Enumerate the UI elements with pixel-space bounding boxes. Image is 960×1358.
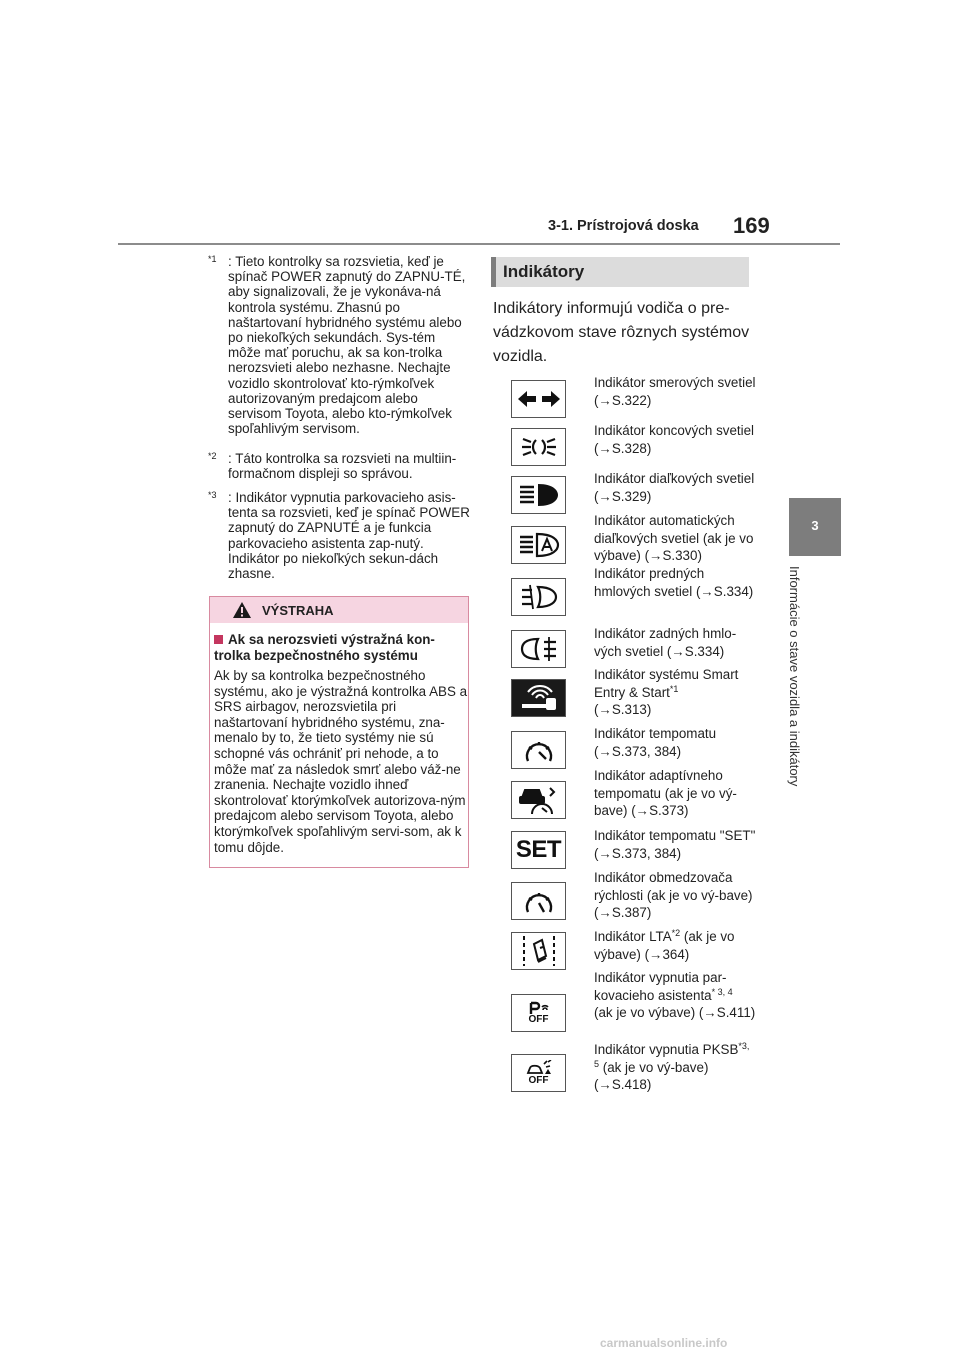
footnote-3 [208, 490, 470, 581]
indicator-desc-front-fog: Indikátor predných hmlových svetiel (→S.334) [594, 566, 754, 599]
indicator-desc-lta: Indikátor LTA$^{*2}$ (ak je vo výbave) (→364) [594, 928, 735, 962]
parking-assist-off-icon [511, 994, 566, 1032]
indicator-desc-cruise: Indikátor tempomatu (→S.373, 384) [594, 726, 717, 759]
set-text: SET [515, 836, 562, 863]
rear-fog-light-icon [511, 630, 566, 668]
smart-key-icon [511, 679, 566, 717]
warning-title: VÝSTRAHA [262, 603, 334, 618]
indicator-desc-tail-light: Indikátor koncových svetiel (→S.328) [594, 423, 755, 456]
auto-high-beam-icon [511, 526, 566, 564]
chapter-title [787, 566, 807, 836]
cruise-control-icon [511, 731, 566, 769]
warning-subtitle: Ak sa nerozsvieti výstražná kon-trolka bezpečnostného systému [214, 632, 435, 663]
set-text-icon [511, 831, 566, 869]
footnote-text: : Táto kontrolka sa rozsvieti na multiin-formačnom displeji so správou. [228, 451, 457, 482]
section-title: 3-1. Prístrojová doska [548, 218, 699, 234]
off-label: OFF [528, 1075, 549, 1086]
chapter-title-text: Informácie o stave vozidla a indikátory [787, 566, 802, 787]
adaptive-cruise-icon [511, 781, 566, 819]
heading-accent [491, 257, 496, 287]
front-fog-light-icon [511, 578, 566, 616]
warning-body: Ak by sa kontrolka bezpečnostného systému, ako je výstražná kontrolka ABS a SRS airbagov, nerozsvietila pri naštartovaní hybridného systému, zna-menalo by to, že tieto systémy nie sú schopné vás ochrániť pri nehode, a to môže mať za následok smrť alebo váž-ne zranenia. Nechajte vozidlo ihneď skontrolovať ktorýmkoľvek autorizova-ným predajcom alebo servisom Toyota, alebo ktorýmkoľvek spoľahlivým servi-som, ak k tomu dôjde. [214, 668, 468, 855]
footnote-mark: *2 [208, 451, 217, 461]
header-divider [118, 243, 840, 245]
indicator-desc-high-beam: Indikátor diaľkových svetiel (→S.329) [594, 471, 755, 504]
footnote-1 [208, 254, 470, 436]
footnote-mark: *3 [208, 490, 217, 500]
high-beam-icon [511, 476, 566, 514]
tail-light-icon [511, 428, 566, 466]
pksb-off-icon [511, 1054, 566, 1092]
footnote-text: : Tieto kontrolky sa rozsvietia, keď je spínač POWER zapnutý do ZAPNU-TÉ, aby signalizovali, že je vykonáva-ná kontrola systému. Zhasnú po naštartovaní hybridného systému alebo po niekoľkých sekundách. Sys-tém môže mať poruchu, ak sa kon-trolka nerozsvieti alebo nezhasne. Nechajte vozidlo skontrolovať kto-rýmkoľvek autorizovaným predajcom alebo servisom Toyota, alebo kto-rýmkoľvek spoľahlivým servisom. [228, 254, 466, 437]
off-label: OFF [528, 1014, 549, 1025]
speed-limiter-icon [511, 882, 566, 920]
indicator-desc-set: Indikátor tempomatu "SET" (→S.373, 384) [594, 828, 756, 861]
indicator-desc-pksb-off: Indikátor vypnutia PKSB$^{*3, 5}$ (ak je vo vý-bave) (→S.418) [594, 1041, 750, 1092]
lta-icon [511, 932, 566, 970]
indicators-heading: Indikátory [503, 262, 585, 281]
indicator-desc-smart-key: Indikátor systému Smart Entry & Start$^{*1}$ (→S.313) [594, 667, 739, 717]
footnote-2 [208, 451, 470, 481]
turn-signal-arrows-icon [511, 380, 566, 418]
indicators-intro: Indikátory informujú vodiča o pre-vádzkovom stave rôznych systémov vozidla. [493, 300, 750, 365]
footnote-text: : Indikátor vypnutia parkovacieho asis-tenta sa rozsvieti, keď je spínač POWER zapnutý do ZAPNUTÉ a je funkcia parkovacieho asistenta zap-nutý. Indikátor po niekoľkých sekun-dách zhasne. [228, 490, 470, 582]
bullet-square-icon [214, 635, 223, 644]
indicator-desc-auto-high-beam: Indikátor automatických diaľkových svetiel (ak je vo výbave) (→S.330) [594, 513, 754, 563]
indicator-desc-speed-limiter: Indikátor obmedzovača rýchlosti (ak je vo vý-bave) (→S.387) [594, 870, 753, 920]
indicator-desc-adaptive-cruise: Indikátor adaptívneho tempomatu (ak je vo vý-bave) (→S.373) [594, 768, 737, 818]
chapter-number: 3 [811, 518, 819, 533]
indicator-desc-rear-fog: Indikátor zadných hmlo-vých svetiel (→S.334) [594, 626, 737, 659]
warning-triangle-icon [232, 601, 252, 624]
indicator-desc-parking-assist-off: Indikátor vypnutia par-kovacieho asistenta$^{* 3, 4}$ (ak je vo výbave) (→S.411) [594, 970, 756, 1020]
footer-watermark: carmanualsonline.info [600, 1336, 728, 1350]
indicator-desc-turn-signal: Indikátor smerových svetiel (→S.322) [594, 375, 756, 408]
footnote-mark: *1 [208, 254, 217, 264]
page-number: 169 [733, 213, 770, 238]
